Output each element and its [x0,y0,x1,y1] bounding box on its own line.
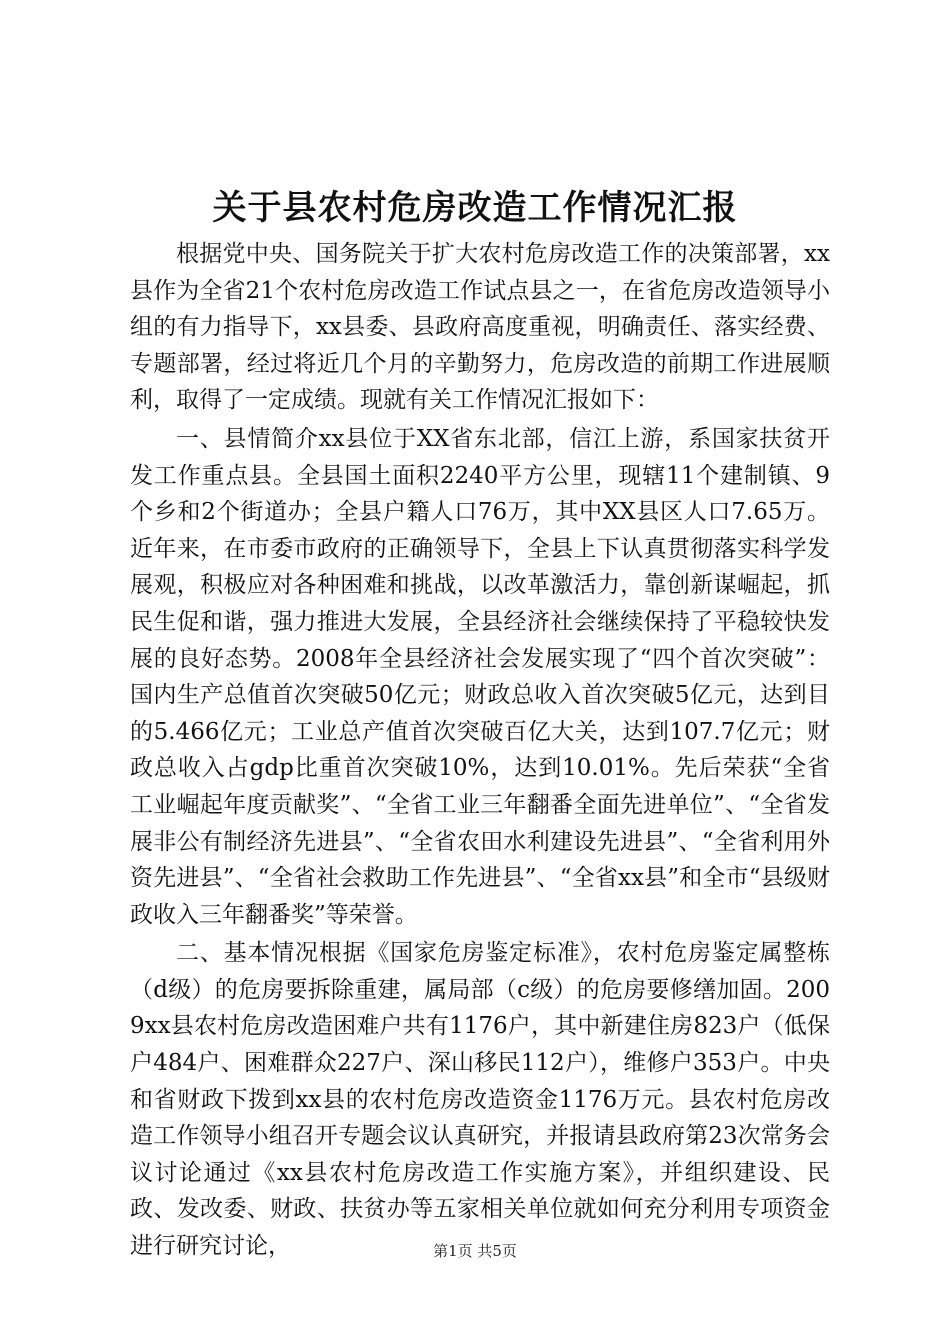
page-number-footer: 第1页 共5页 [433,1242,517,1260]
paragraph-intro: 根据党中央、国务院关于扩大农村危房改造工作的决策部署，xx县作为全省21个农村危房改造工作试点县之一，在省危房改造领导小组的有力指导下，xx县委、县政府高度重视，明确责任、落实经费、专题部署，经过将近几个月的辛勤努力，危房改造的前期工作进展顺利，取得了一定成绩。现就有关工作情况汇报如下： [130,241,830,414]
paragraph-county-overview: 一、县情简介xx县位于XX省东北部，信江上游，系国家扶贫开发工作重点县。全县国土面积2240平方公里，现辖11个建制镇、9个乡和2个街道办；全县户籍人口76万，其中XX县区人口7.65万。近年来，在市委市政府的正确领导下，全县上下认真贯彻落实科学发展观，积极应对各种困难和挑战，以改革激活力，靠创新谋崛起，抓民生促和谐，强力推进大发展，全县经济社会继续保持了平稳较快发展的良好态势。2008年全县经济社会发展实现了“四个首次突破”：国内生产总值首次突破50亿元；财政总收入首次突破5亿元，达到目的5.466亿元；工业总产值首次突破百亿大关，达到107.7亿元；财政总收入占gdp比重首次突破10%，达到10.01%。先后荣获“全省工业崛起年度贡献奖”、“全省工业三年翻番全面先进单位”、“全省发展非公有制经济先进县”、“全省农田水利建设先进县”、“全省利用外资先进县”、“全省社会救助工作先进县”、“全省xx县”和全市“县级财政收入三年翻番奖”等荣誉。 [130,425,830,928]
document-title: 关于县农村危房改造工作情况汇报 [212,188,738,228]
paragraph-basic-situation: 二、基本情况根据《国家危房鉴定标准》，农村危房鉴定属整栋（d级）的危房要拆除重建，属局部（c级）的危房要修缮加固。2009xx县农村危房改造困难户共有1176户，其中新建住房823户（低保户484户、困难群众227户、深山移民112户），维修户353户。中央和省财政下拨到xx县的农村危房改造资金1176万元。县农村危房改造工作领导小组召开专题会议认真研究，并报请县政府第23次常务会议讨论通过《xx县农村危房改造工作实施方案》，并组织建设、民政、发改委、财政、扶贫办等五家相关单位就如何充分利用专项资金进行研究讨论， [130,940,830,1260]
document-body [130,236,830,1267]
